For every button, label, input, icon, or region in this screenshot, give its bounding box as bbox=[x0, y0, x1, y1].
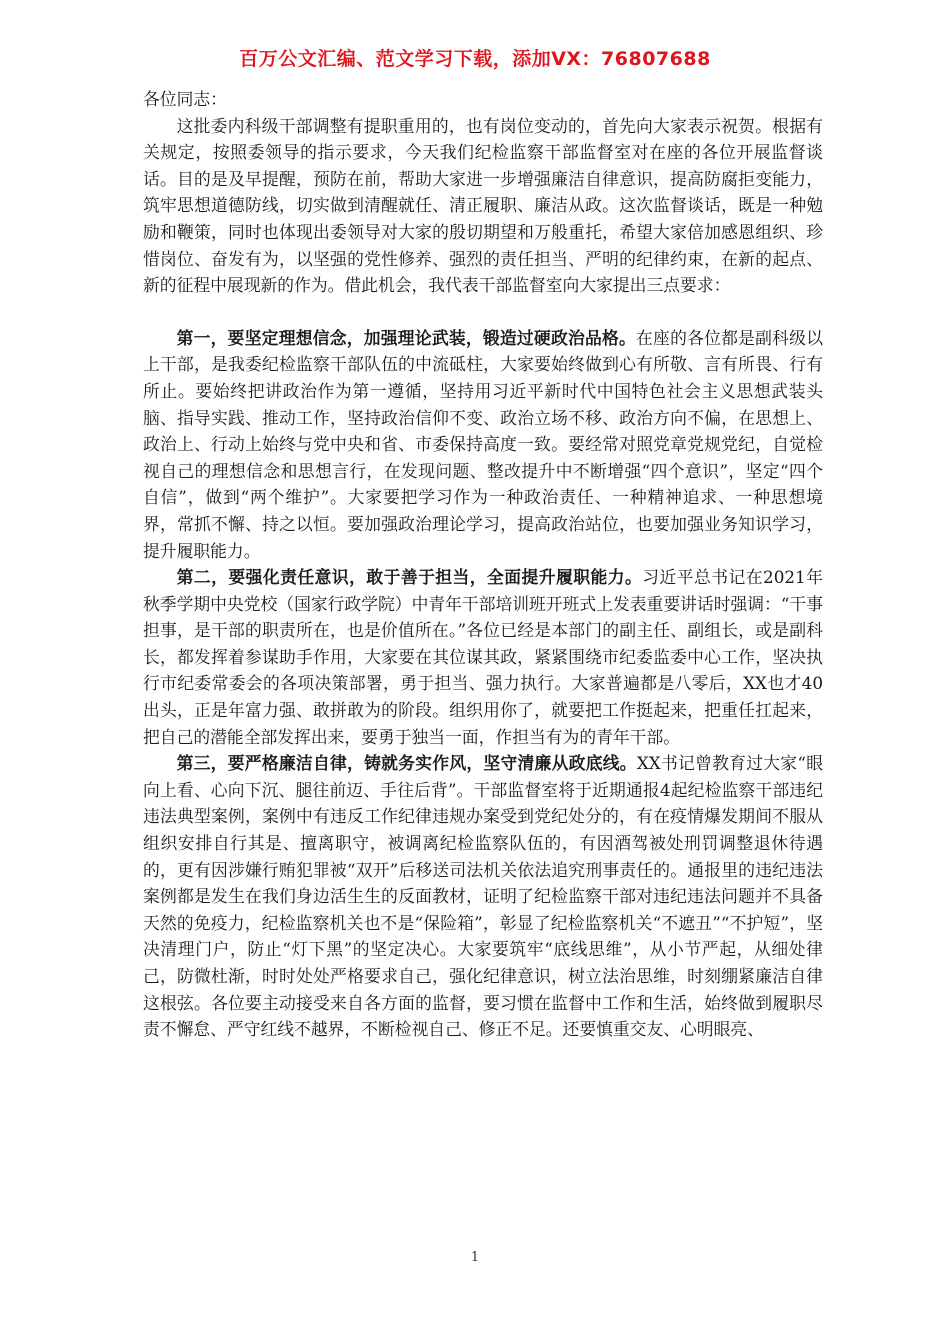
point-body-2: 习近平总书记在2021年秋季学期中央党校（国家行政学院）中青年干部培训班开班式上发表重要讲话时强调：“干事担事，是干部的职责所在，也是价值所在。”各位已经是本部门的副主任、副组长，或是副科长，都发挥着参谋助手作用，大家要在其位谋其政，紧紧围绕市纪委监委中心工作，坚决执行市纪委常委会的各项决策部署，勇于担当、强力执行。大家普遍都是八零后，XX也才40出头，正是年富力强、敢拼敢为的阶段。组织用你了，就要把工作挺起来，把重任扛起来，把自己的潜能全部发挥出来，要勇于独当一面，作担当有为的青年干部。 bbox=[143, 567, 823, 747]
point-heading-1: 第一，要坚定理想信念，加强理论武装，锻造过硬政治品格。 bbox=[176, 327, 637, 348]
page-number: 1 bbox=[470, 1250, 480, 1265]
point-paragraph-2 bbox=[143, 564, 823, 750]
point-paragraph-1 bbox=[143, 325, 823, 564]
greeting: 各位同志： bbox=[143, 89, 227, 109]
point-heading-3: 第三，要严格廉洁自律，铸就务实作风，坚守清廉从政底线。 bbox=[176, 753, 637, 774]
point-heading-2: 第二，要强化责任意识，敢于善于担当，全面提升履职能力。 bbox=[176, 567, 643, 588]
point-body-1: 在座的各位都是副科级以上干部，是我委纪检监察干部队伍的中流砥柱，大家要始终做到心有所敬、言有所畏、行有所止。要始终把讲政治作为第一遵循，坚持用习近平新时代中国特色社会主义思想武装头脑、指导实践、推动工作，坚持政治信仰不变、政治立场不移、政治方向不偏，在思想上、政治上、行动上始终与党中央和省、市委保持高度一致。要经常对照党章党规党纪，自觉检视自己的理想信念和思想言行，在发现问题、整改提升中不断增强“四个意识”，坚定“四个自信”，做到“两个维护”。大家要把学习作为一种政治责任、一种精神追求、一种思想境界，常抓不懈、持之以恒。要加强政治理论学习，提高政治站位，也要加强业务知识学习，提升履职能力。 bbox=[143, 327, 823, 561]
document-body bbox=[143, 86, 823, 1043]
point-paragraph-3 bbox=[143, 750, 823, 1043]
point-body-3: XX书记曾教育过大家“眼向上看、心向下沉、腿往前迈、手往后背”。干部监督室将于近期通报4起纪检监察干部违纪违法典型案例，案例中有违反工作纪律违规办案受到党纪处分的，有在疫情爆发期间不服从组织安排自行其是、擅离职守，被调离纪检监察队伍的，有因酒驾被处刑罚调整退休待遇的，更有因涉嫌行贿犯罪被“双开”后移送司法机关依法追究刑事责任的。通报里的违纪违法案例都是发生在我们身边活生生的反面教材，证明了纪检监察干部对违纪违法问题并不具备天然的免疫力，纪检监察机关也不是“保险箱”，彰显了纪检监察机关“不遮丑”“不护短”，坚决清理门户，防止“灯下黑”的坚定决心。大家要筑牢“底线思维”，从小节严起，从细处律己，防微杜渐，时时处处严格要求自己，强化纪律意识，树立法治思维，时刻绷紧廉洁自律这根弦。各位要主动接受来自各方面的监督，要习惯在监督中工作和生活，始终做到履职尽责不懈怠、严守红线不越界，不断检视自己、修正不足。还要慎重交友、心明眼亮、 bbox=[143, 753, 823, 1040]
promo-banner[interactable]: 百万公文汇编、范文学习下载，添加VX：76807688 bbox=[239, 48, 711, 70]
intro-paragraph: 这批委内科级干部调整有提职重用的，也有岗位变动的，首先向大家表示祝贺。根据有关规定，按照委领导的指示要求，今天我们纪检监察干部监督室对在座的各位开展监督谈话。目的是及早提醒，预防在前，帮助大家进一步增强廉洁自律意识，提高防腐拒变能力，筑牢思想道德防线，切实做到清醒就任、清正履职、廉洁从政。这次监督谈话，既是一种勉励和鞭策，同时也体现出委领导对大家的殷切期望和万般重托，希望大家倍加感恩组织、珍惜岗位、奋发有为，以坚强的党性修养、强烈的责任担当、严明的纪律约束，在新的起点、新的征程中展现新的作为。借此机会，我代表干部监督室向大家提出三点要求： bbox=[143, 115, 823, 296]
